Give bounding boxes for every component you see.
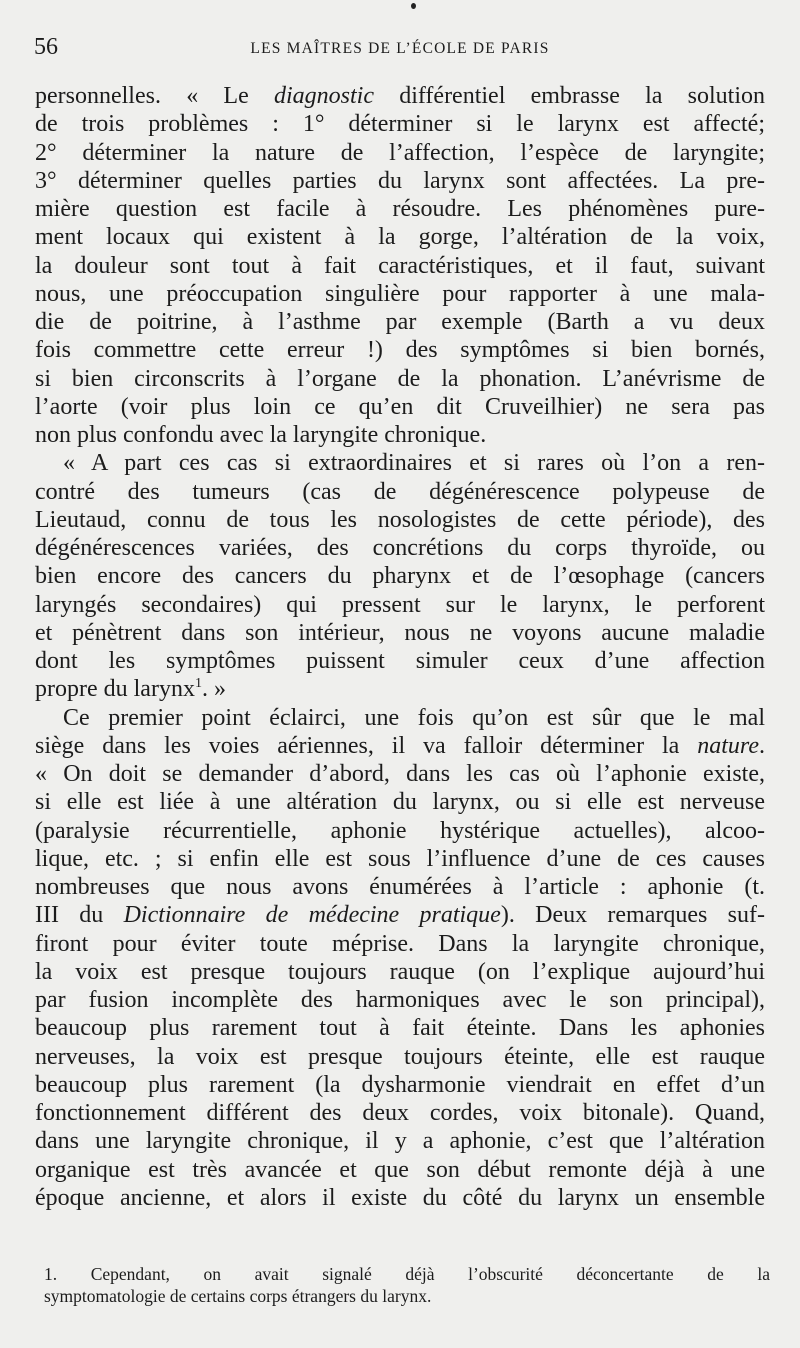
text-segment: dont les symptômes puissent simuler ceux d’une affection — [35, 648, 765, 674]
text-line — [35, 1071, 765, 1099]
footnote-line: symptomatologie de certains corps étrangers du larynx. — [44, 1286, 432, 1306]
text-segment: fonctionnement différent des deux cordes, voix bitonale). Quand, — [35, 1100, 765, 1126]
page-header — [34, 34, 766, 62]
text-line — [35, 506, 765, 534]
text-line — [35, 930, 765, 958]
text-segment: contré des tumeurs (cas de dégénérescence polypeuse de — [35, 478, 765, 505]
text-segment: fois commettre cette erreur !) des symptômes si bien bornés, — [35, 337, 765, 364]
text-segment: si bien circonscrits à l’organe de la phonation. L’anévrisme de — [35, 365, 765, 392]
text-line — [35, 1156, 765, 1184]
text-segment: dans une laryngite chronique, il y a aphonie, c’est que l’altération — [35, 1128, 765, 1155]
text-line — [35, 901, 765, 929]
text-line — [35, 817, 765, 845]
text-line — [35, 365, 765, 393]
text-segment: ment locaux qui existent à la gorge, l’altération de la voix, — [35, 224, 765, 251]
text-segment: époque ancienne, et alors il existe du côté du larynx un ensemble — [35, 1184, 765, 1211]
text-segment: 3° déterminer quelles parties du larynx sont affectées. La pre- — [35, 167, 765, 194]
text-line — [35, 308, 765, 336]
text-line — [35, 675, 765, 703]
footnotes — [44, 1263, 770, 1307]
text-line — [35, 619, 765, 647]
text-segment: organique est très avancée et que son début remonte déjà à une — [35, 1156, 765, 1183]
text-segment: non plus confondu avec la laryngite chronique. — [35, 422, 487, 448]
text-segment: la voix est presque toujours rauque (on l’explique aujourd’hui — [35, 958, 765, 985]
text-line — [35, 139, 765, 167]
text-line — [35, 986, 765, 1014]
text-segment: Ce premier point éclairci, une fois qu’on est sûr que le mal — [63, 704, 765, 731]
italic-text: nature — [697, 732, 759, 759]
body-text — [35, 82, 765, 1212]
text-line — [35, 1014, 765, 1042]
text-line — [35, 336, 765, 364]
text-line — [35, 591, 765, 619]
text-line — [35, 788, 765, 816]
ink-dot — [411, 3, 416, 9]
footnote-line: 1. Cependant, on avait signalé déjà l’obscurité déconcertante de la — [44, 1264, 770, 1284]
text-segment: beaucoup plus rarement (la dysharmonie viendrait en effet d’un — [35, 1071, 765, 1098]
text-line — [35, 1184, 765, 1212]
text-segment: lique, etc. ; si enfin elle est sous l’influence d’une de ces causes — [35, 845, 765, 872]
text-line — [35, 732, 765, 760]
text-segment: . » — [201, 676, 226, 703]
text-segment: ). Deux remarques suf- — [500, 902, 765, 929]
text-segment: firont pour éviter toute méprise. Dans la laryngite chronique, — [35, 930, 765, 957]
italic-text: Dictionnaire de médecine pratique — [123, 902, 501, 929]
text-segment: laryngés secondaires) qui pressent sur le larynx, le perforent — [35, 591, 765, 618]
text-segment: Lieutaud, connu de tous les nosologistes de cette période), des — [35, 506, 765, 533]
text-segment: 2° déterminer la nature de l’affection, l’espèce de laryngite; — [35, 139, 765, 166]
text-line — [35, 280, 765, 308]
text-line — [35, 760, 765, 788]
text-segment: nerveuses, la voix est presque toujours éteinte, elle est rauque — [35, 1043, 765, 1070]
text-segment: dégénérescences variées, des concrétions du corps thyroïde, ou — [35, 535, 765, 561]
text-segment: par fusion incomplète des harmoniques avec le son principal), — [35, 987, 765, 1013]
text-segment: . — [759, 732, 765, 759]
text-segment: si elle est liée à une altération du larynx, ou si elle est nerveuse — [35, 789, 765, 816]
text-line — [35, 449, 765, 477]
text-line — [35, 1099, 765, 1127]
text-line — [35, 873, 765, 901]
page-number: 56 — [34, 34, 58, 60]
text-line — [35, 845, 765, 873]
text-segment: l’aorte (voir plus loin ce qu’en dit Cruveilhier) ne sera pas — [35, 393, 765, 420]
text-segment: personnelles. « Le — [35, 83, 274, 109]
text-segment: III du — [35, 902, 124, 929]
text-line — [35, 167, 765, 195]
text-line — [35, 958, 765, 986]
italic-text: diagnostic — [273, 83, 374, 109]
text-segment: nombreuses que nous avons énumérées à l’article : aphonie (t. — [35, 874, 765, 900]
text-line — [35, 1043, 765, 1071]
text-segment: nous, une préoccupation singulière pour rapporter à une mala- — [35, 280, 765, 307]
text-segment: de trois problèmes : 1° déterminer si le larynx est affecté; — [35, 111, 765, 138]
text-segment: et pénètrent dans son intérieur, nous ne voyons aucune maladie — [35, 619, 765, 646]
text-line — [35, 393, 765, 421]
text-line — [35, 110, 765, 138]
text-segment: bien encore des cancers du pharynx et de l’œsophage (cancers — [35, 563, 765, 590]
text-segment: propre du larynx — [35, 676, 195, 703]
text-line — [35, 421, 765, 449]
text-line — [35, 252, 765, 280]
running-title: LES MAÎTRES DE L’ÉCOLE DE PARIS — [250, 40, 550, 57]
text-line — [35, 562, 765, 590]
text-line — [35, 647, 765, 675]
text-segment: la douleur sont tout à fait caractéristiques, et il faut, suivant — [35, 252, 765, 279]
text-segment: (paralysie récurrentielle, aphonie hystérique actuelles), alcoo- — [35, 817, 765, 844]
text-line — [35, 1127, 765, 1155]
text-segment: « On doit se demander d’abord, dans les cas où l’aphonie existe, — [35, 761, 765, 787]
text-segment: « A part ces cas si extraordinaires et si rares où l’on a ren- — [63, 450, 765, 477]
text-line — [35, 704, 765, 732]
text-segment: différentiel embrasse la solution — [373, 83, 766, 109]
text-line — [35, 534, 765, 562]
text-line — [35, 195, 765, 223]
footnote-ref: 1 — [194, 676, 202, 692]
text-segment: die de poitrine, à l’asthme par exemple (Barth a vu deux — [35, 309, 765, 335]
text-line — [35, 82, 765, 110]
text-line — [35, 223, 765, 251]
text-line — [35, 478, 765, 506]
text-segment: beaucoup plus rarement tout à fait éteinte. Dans les aphonies — [35, 1015, 765, 1042]
text-segment: mière question est facile à résoudre. Les phénomènes pure- — [35, 196, 765, 222]
text-segment: siège dans les voies aériennes, il va falloir déterminer la — [35, 732, 698, 759]
